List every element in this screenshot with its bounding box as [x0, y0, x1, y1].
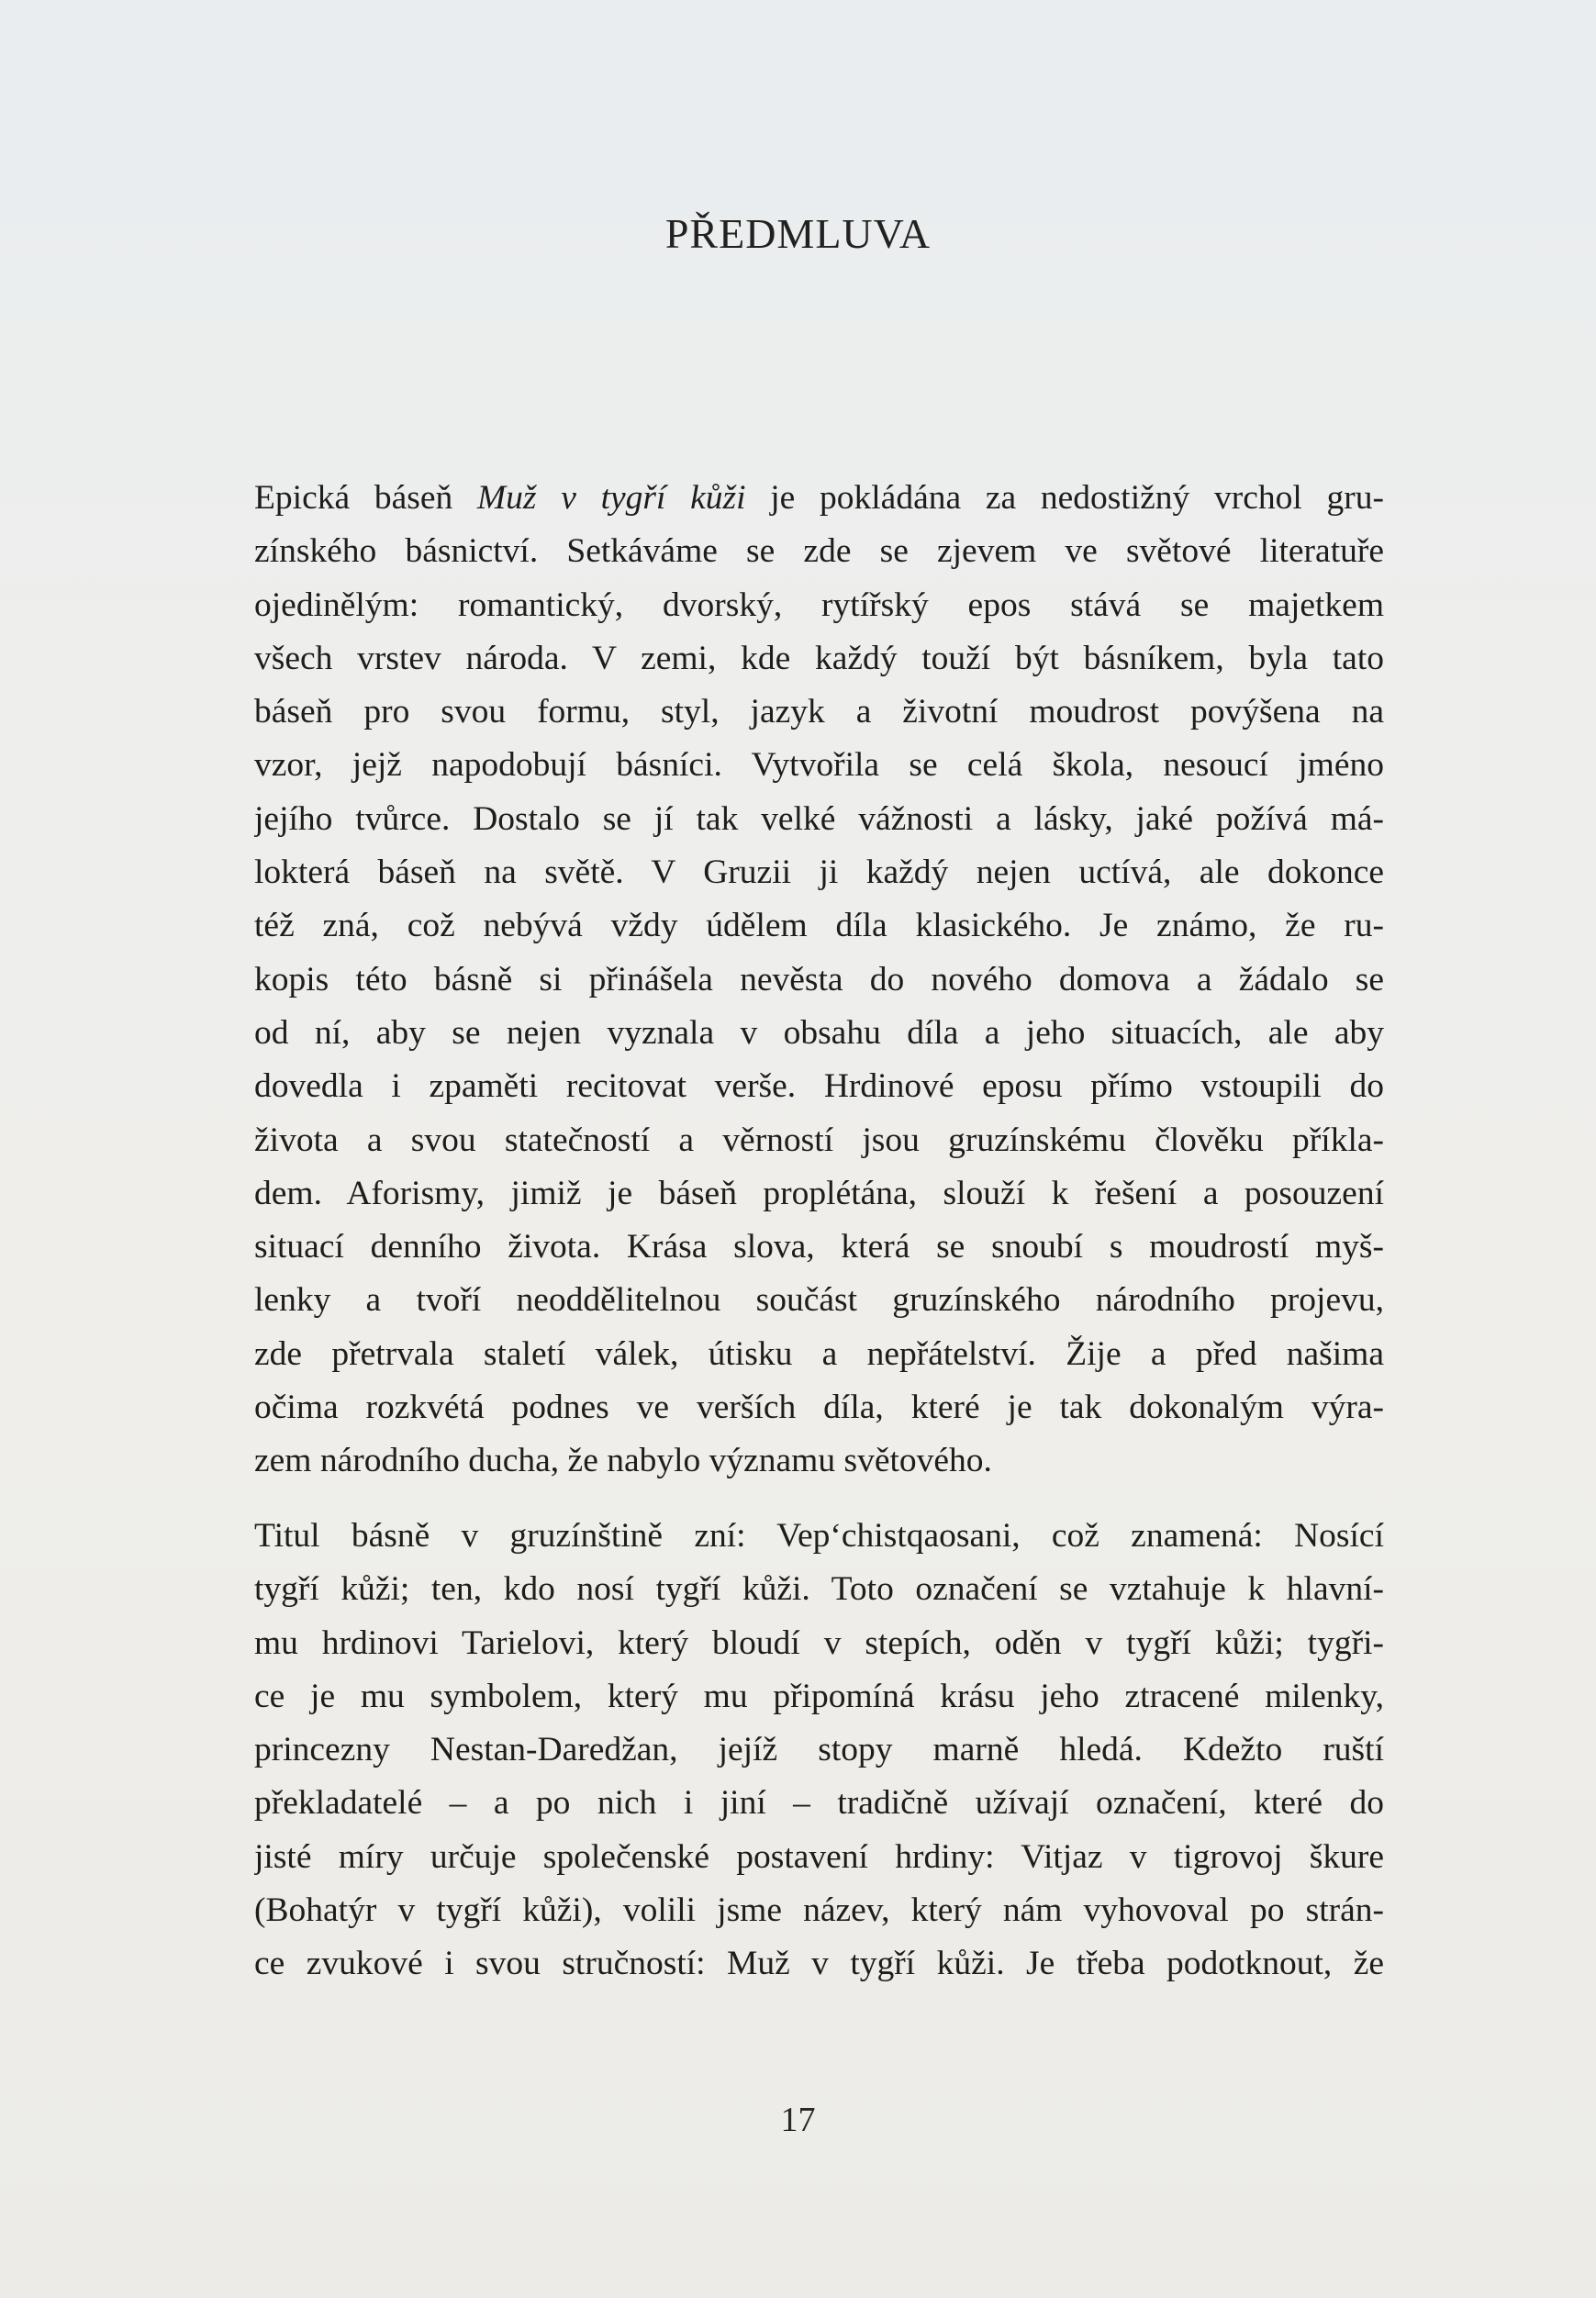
text-line: ojedinělým: romantický, dvorský, rytířský epos stává se majetkem	[254, 586, 1384, 624]
text-line: lokterá báseň na světě. V Gruzii ji každý nejen uctívá, ale dokonce	[254, 853, 1384, 892]
text-line: mu hrdinovi Tarielovi, který bloudí v stepích, oděn v tygří kůži; tygři-	[254, 1623, 1384, 1662]
paragraph-1	[254, 472, 1384, 1489]
text-line: kopis této básně si přinášela nevěsta do nového domova a žádalo se	[254, 960, 1384, 998]
text-line: dem. Aforismy, jimiž je báseň proplétána, slouží k řešení a posouzení	[254, 1174, 1384, 1212]
text-line: života a svou statečností a věrností jsou gruzínskému člověku příkla-	[254, 1121, 1384, 1159]
paragraph-2	[254, 1510, 1384, 1991]
text-line: od ní, aby se nejen vyznala v obsahu díla a jeho situacích, ale aby	[254, 1013, 1384, 1052]
text-line: tygří kůži; ten, kdo nosí tygří kůži. Toto označení se vztahuje k hlavní-	[254, 1570, 1384, 1609]
text-line: báseň pro svou formu, styl, jazyk a životní moudrost povýšena na	[254, 693, 1384, 731]
chapter-title: PŘEDMLUVA	[664, 210, 932, 257]
text-line: Epická báseň Muž v tygří kůži je pokládána za nedostižný vrchol gru-	[254, 479, 1384, 517]
text-line: též zná, což nebývá vždy údělem díla klasického. Je známo, že ru-	[254, 907, 1384, 945]
text-line: lenky a tvoří neoddělitelnou součást gruzínského národního projevu,	[254, 1281, 1384, 1320]
text-line: očima rozkvétá podnes ve verších díla, které je tak dokonalým výra-	[254, 1389, 1384, 1427]
text-line: jisté míry určuje společenské postavení hrdiny: Vitjaz v tigrovoj škure	[254, 1837, 1384, 1876]
text-line: dovedla i zpaměti recitovat verše. Hrdinové eposu přímo vstoupili do	[254, 1067, 1384, 1106]
text-line: jejího tvůrce. Dostalo se jí tak velké vážnosti a lásky, jaké požívá má-	[254, 799, 1384, 838]
text-line: ce je mu symbolem, který mu připomíná krásu jeho ztracené milenky,	[254, 1677, 1384, 1715]
text-line: (Bohatýr v tygří kůži), volili jsme název, který nám vyhovoval po strán-	[254, 1891, 1384, 1930]
text-line: Titul básně v gruzínštině zní: Vepʻchistqaosani, což znamená: Nosící	[254, 1517, 1384, 1555]
page-number: 17	[780, 2101, 816, 2139]
text-line: zem národního ducha, že nabylo významu světového.	[254, 1442, 992, 1480]
text-line: vzor, jejž napodobují básníci. Vytvořila se celá škola, nesoucí jméno	[254, 746, 1384, 785]
text-line: princezny Nestan-Daredžan, jejíž stopy marně hledá. Kdežto ruští	[254, 1731, 1384, 1769]
text-line: zde přetrvala staletí válek, útisku a nepřátelství. Žije a před našima	[254, 1334, 1384, 1373]
text-line: situací denního života. Krása slova, která se snoubí s moudrostí myš-	[254, 1228, 1384, 1266]
text-line: všech vrstev národa. V zemi, kde každý touží být básníkem, byla tato	[254, 639, 1384, 677]
text-line: překladatelé – a po nich i jiní – tradičně užívají označení, které do	[254, 1784, 1384, 1823]
text-line: ce zvukové i svou stručností: Muž v tygří kůži. Je třeba podotknout, že	[254, 1945, 1384, 1983]
book-title-italic: Muž v tygří kůži	[476, 479, 746, 517]
text-line: zínského básnictví. Setkáváme se zde se zjevem ve světové literatuře	[254, 532, 1384, 571]
